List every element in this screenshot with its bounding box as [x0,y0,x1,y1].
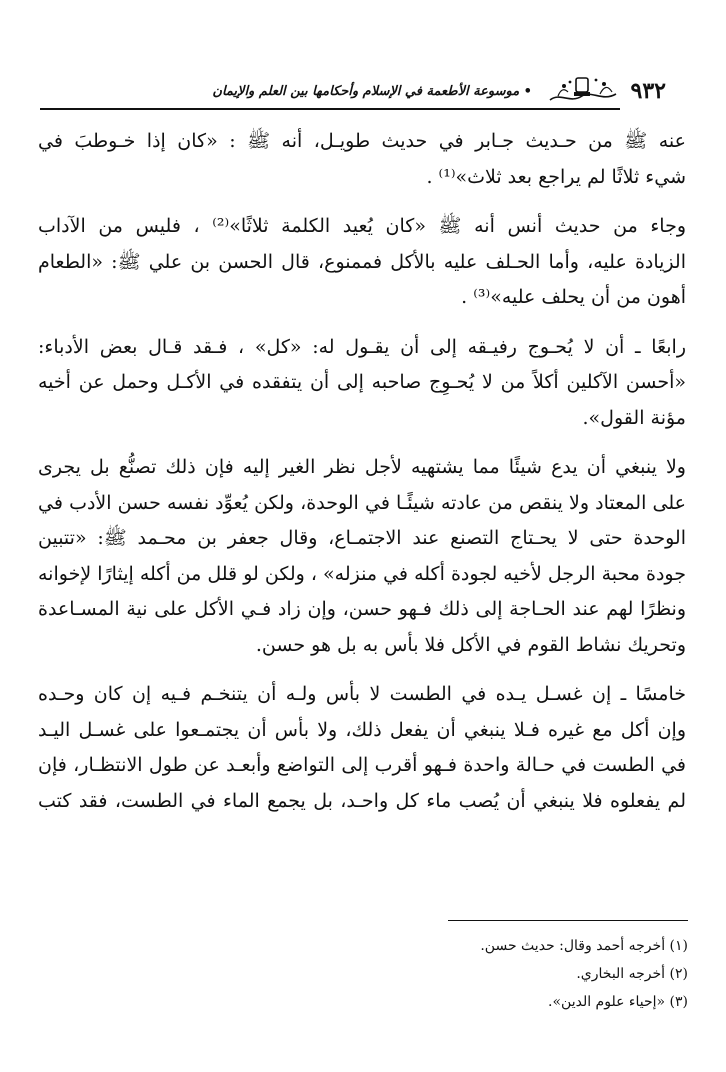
text-line: خامسًا ـ إن غسـل يـده في الطست لا بأس ولـه أن يتنخـم فـيه إن كان وحـده [38,683,686,705]
text-line: الوحدة حتى لا يحـتاج التصنع عند الاجتمـاع، وقال جعفر بن محـمد ﷺ: «تتبين [38,527,686,549]
text-line: ونظرًا لهم عند الحـاجة إلى ذلك فـهو حسن، وإن زاد فـي الأكل على نية المسـاعدة [38,598,686,620]
text-line: وجاء من حديث أنس أنه ﷺ «كان يُعيد الكلمة ثلاثًا»⁽²⁾ ، فليس من الآداب [38,215,686,237]
floral-ornament-icon [548,74,618,106]
text-line: جودة محبة الرجل لأخيه لجودة أكله في منزله» ، ولكن لو قلل من أكله إيثارًا لإخوانه [38,562,686,585]
text-line: أهون من أن يحلف عليه»⁽³⁾ . [461,286,686,308]
paragraph-2 [38,209,686,316]
header-rule [40,108,620,110]
text-line: شيء ثلاثًا لم يراجع بعد ثلاث»⁽¹⁾ . [426,165,686,188]
paragraph-4 [38,450,686,663]
text-line: الزيادة عليه، وأما الحـلف عليه بالأكل فممنوع، قال الحسن بن علي ﷺ: «الطعام [38,250,686,273]
text-line: ولا ينبغي أن يدع شيئًا مما يشتهيه لأجل نظر الغير إليه فإن ذلك تصنُّع بل يجرى [38,456,686,478]
paragraph-1 [38,124,686,195]
running-head [40,78,680,108]
text-line: «أحسن الآكلين أكلاً من لا يُحـوِج صاحبه إلى أن يتفقده في الأكـل وحمل عن أخيه [38,371,686,393]
text-line: مؤنة القول». [582,406,686,429]
text-line: على المعتاد ولا ينقص من عادته شيئًـا في الوحدة، ولكن يُعوِّد نفسه حسن الأدب في [38,491,686,514]
body-text [38,124,686,833]
paragraph-5 [38,677,686,819]
footnote-3: (٣) «إحياء علوم الدين». [548,994,688,1010]
text-line: عنه ﷺ من حـديث جـابر في حديث طويـل، أنه ﷺ : «كان إذا خـوطبَ في [38,130,686,152]
text-line: رابعًا ـ أن لا يُحـوج رفيـقه إلى أن يقـول له: «كل» ، فـقد قـال بعض الأدباء: [38,335,686,358]
running-title: • موسوعة الأطعمة في الإسلام وأحكامها بين العلم والإيمان [212,84,532,99]
text-line: في الطست في حـالة واحدة فـهو أقرب إلى التواضع وأبعـد عن طول الانتظـار، فإن [38,754,686,776]
text-line: لم يفعلوه فلا ينبغي أن يُصب ماء كل واحـد، بل يجمع الماء في الطست، فقد كتب [38,789,686,812]
footnote-2: (٢) أخرجه البخاري. [576,966,688,982]
footnote-rule [448,920,688,921]
text-line: وتحريك نشاط القوم في الأكل فلا بأس به بل هو حسن. [255,633,686,656]
page-number: ٩٣٢ [630,78,666,104]
paragraph-3 [38,330,686,437]
text-line: وإن أكل مع غيره فـلا ينبغي أن يفعل ذلك، ولا بأس أن يجتمـعوا على غسـل اليـد [38,718,686,741]
footnotes [40,932,688,1016]
footnote-1: (١) أخرجه أحمد وقال: حديث حسن. [480,938,688,954]
